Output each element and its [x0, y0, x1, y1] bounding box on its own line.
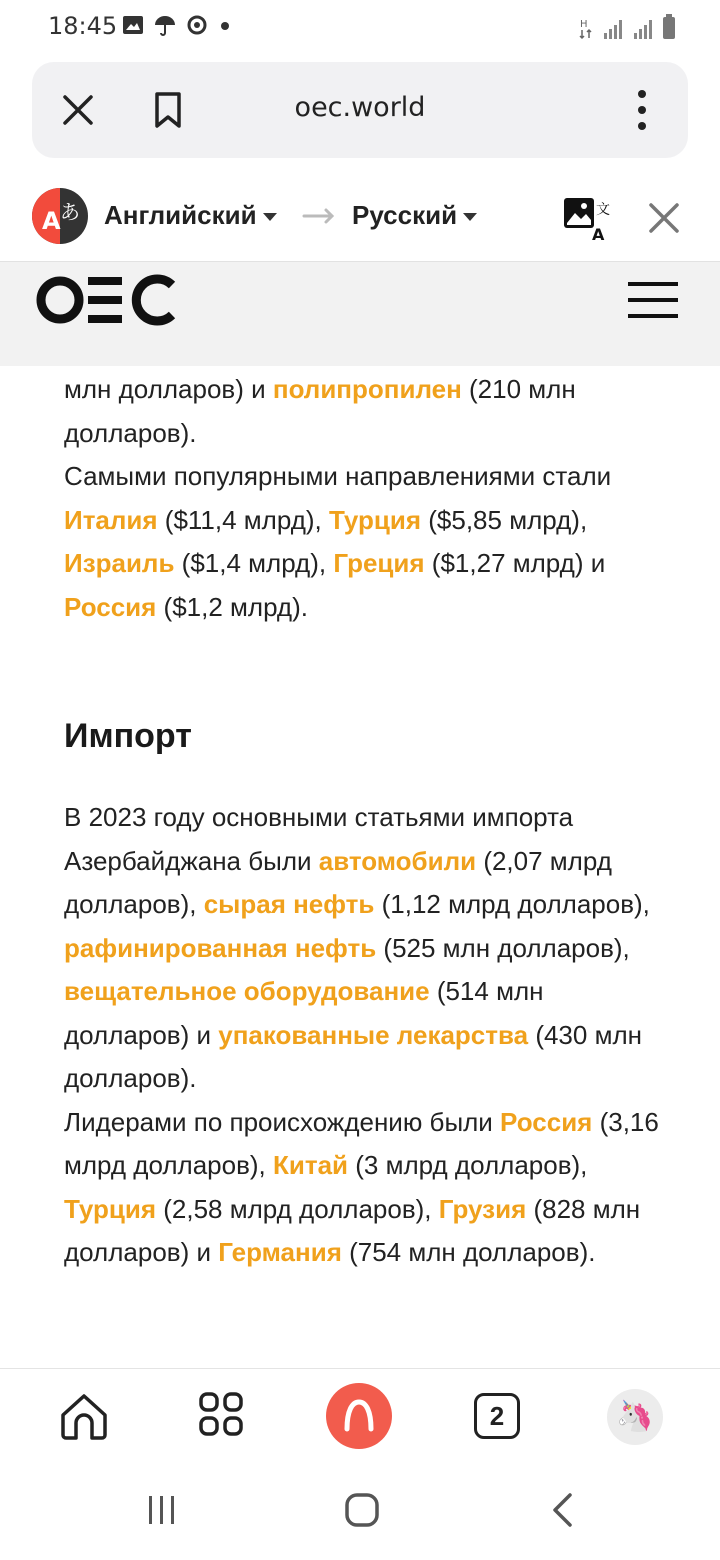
- country-link[interactable]: Россия: [500, 1106, 593, 1137]
- umbrella-icon: [154, 14, 176, 36]
- text: (514 млн долларов) и: [64, 976, 544, 1050]
- sync-icon: [186, 14, 208, 36]
- signal-icon: [632, 18, 654, 40]
- country-link[interactable]: Греция: [333, 548, 425, 578]
- source-language-label: Английский: [104, 200, 257, 230]
- translate-icon: [32, 188, 88, 244]
- text: (3 млрд долларов),: [348, 1150, 588, 1180]
- data-arrows-icon: [578, 16, 594, 40]
- source-language-select[interactable]: [104, 200, 277, 231]
- translate-bar: [0, 174, 720, 262]
- product-link[interactable]: вещательное оборудование: [64, 976, 430, 1006]
- close-icon[interactable]: [648, 202, 680, 234]
- back-icon[interactable]: [550, 1492, 574, 1528]
- site-header: [0, 262, 720, 366]
- text: Лидерами по происхождению были: [64, 1106, 501, 1137]
- text: ($1,2 млрд).: [156, 591, 308, 622]
- status-notification-icons: [122, 14, 232, 36]
- text: (2,58 млрд долларов),: [156, 1193, 439, 1224]
- text: млн долларов) и: [64, 374, 273, 404]
- dot-icon: [218, 14, 232, 36]
- svg-text:A: A: [42, 207, 61, 235]
- url-text[interactable]: oec.world: [294, 92, 426, 123]
- text: (430 млн долларов).: [64, 1019, 642, 1093]
- svg-text:文: 文: [596, 202, 610, 218]
- text: ($1,27 млрд) и: [424, 548, 606, 578]
- product-link[interactable]: сырая нефть: [203, 889, 375, 919]
- text: Самыми популярными направлениями стали: [64, 461, 612, 491]
- product-link[interactable]: упакованные лекарства: [218, 1019, 529, 1050]
- avatar[interactable]: 🦄: [607, 1389, 663, 1445]
- text: (525 млн долларов),: [376, 932, 630, 963]
- text: (1,12 млрд долларов),: [374, 889, 650, 919]
- alice-assistant-button[interactable]: [326, 1383, 392, 1449]
- more-vert-icon[interactable]: [632, 86, 652, 134]
- alice-icon: [343, 1399, 375, 1433]
- system-navigation-bar: [0, 1464, 720, 1560]
- target-language-select[interactable]: [352, 200, 477, 231]
- country-link[interactable]: Россия: [64, 591, 157, 622]
- product-link[interactable]: полипропилен: [272, 374, 462, 404]
- country-link[interactable]: Германия: [218, 1237, 342, 1267]
- product-link[interactable]: рафинированная нефть: [64, 932, 377, 963]
- text: ($5,85 млрд),: [421, 504, 588, 535]
- target-language-label: Русский: [352, 200, 458, 230]
- home-nav-icon[interactable]: [344, 1492, 380, 1528]
- home-icon[interactable]: [58, 1391, 110, 1443]
- status-bar: [0, 0, 720, 56]
- export-paragraph: [64, 368, 664, 629]
- country-link[interactable]: Турция: [64, 1193, 157, 1224]
- svg-text:H: H: [580, 19, 588, 30]
- chevron-down-icon: [263, 213, 277, 221]
- status-time: 18:45: [48, 12, 118, 40]
- country-link[interactable]: Израиль: [64, 548, 175, 578]
- text: ($11,4 млрд),: [157, 504, 329, 535]
- services-grid-icon[interactable]: [198, 1391, 244, 1437]
- country-link[interactable]: Италия: [64, 504, 158, 535]
- product-link[interactable]: автомобили: [318, 845, 477, 876]
- text: (210 млн долларов).: [64, 374, 576, 448]
- browser-address-area: [0, 56, 720, 174]
- import-paragraph: [64, 796, 664, 1275]
- svg-text:A: A: [592, 225, 605, 244]
- country-link[interactable]: Турция: [329, 504, 422, 535]
- browser-toolbar: [0, 1368, 720, 1464]
- import-heading: Импорт: [64, 717, 192, 755]
- recent-apps-icon[interactable]: [146, 1494, 178, 1526]
- text: (3,16 млрд долларов),: [64, 1106, 659, 1180]
- tabs-counter-button[interactable]: 2: [474, 1393, 520, 1439]
- translate-images-icon[interactable]: [562, 196, 608, 242]
- text: (2,07 млрд долларов),: [64, 845, 612, 919]
- oec-logo[interactable]: [36, 274, 178, 326]
- country-link[interactable]: Грузия: [438, 1193, 527, 1224]
- hamburger-menu-icon[interactable]: [628, 280, 678, 320]
- text: (828 млн долларов) и: [64, 1193, 641, 1267]
- image-icon: [122, 14, 144, 36]
- status-system-icons: [578, 14, 676, 40]
- signal-icon: [602, 18, 624, 40]
- text: В 2023 году основными статьями импорта Азербайджана были: [64, 802, 574, 876]
- article-content: [64, 340, 664, 1275]
- arrow-right-icon: [302, 206, 336, 226]
- text: (754 млн долларов).: [341, 1237, 596, 1267]
- battery-icon: [662, 14, 676, 40]
- text: ($1,4 млрд),: [174, 548, 334, 578]
- chevron-down-icon: [463, 213, 477, 221]
- country-link[interactable]: Китай: [273, 1150, 349, 1180]
- address-bar[interactable]: [32, 62, 688, 158]
- svg-text:あ: あ: [60, 200, 80, 224]
